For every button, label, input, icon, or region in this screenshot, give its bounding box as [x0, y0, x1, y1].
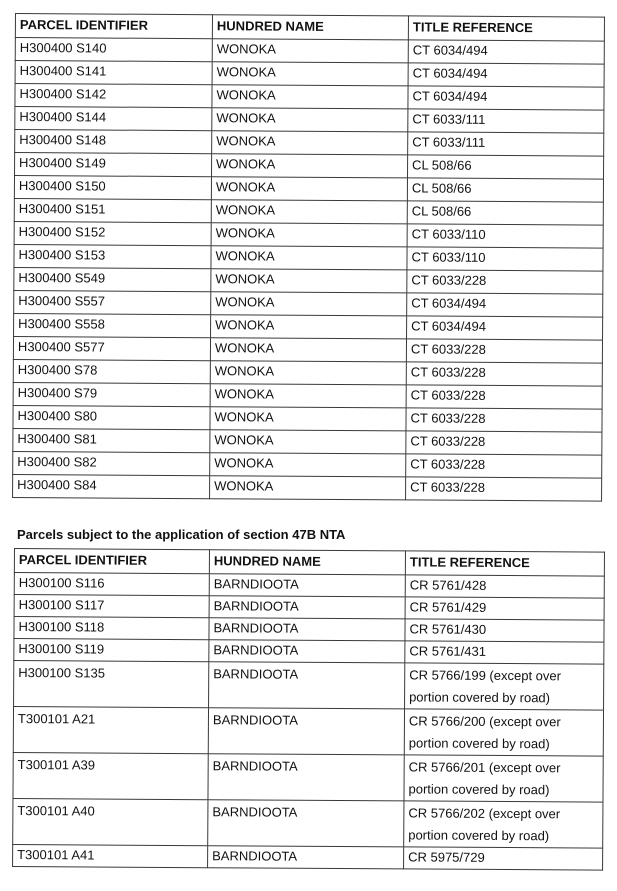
cell-parcel-identifier: H300400 S141 [15, 61, 212, 85]
cell-parcel-identifier: H300400 S78 [13, 359, 210, 383]
section-heading: Parcels subject to the application of section 47B NTA [17, 527, 346, 542]
table-row [14, 661, 604, 711]
cell-hundred-name: WONOKA [210, 453, 406, 477]
cell-hundred-name: WONOKA [211, 246, 407, 270]
cell-title-reference: CR 5766/199 (except over portion covered by road) [405, 663, 604, 710]
parcels-table-body [13, 38, 605, 502]
cell-hundred-name: BARNDIOOTA [209, 662, 405, 709]
column-header-parcel-identifier: PARCEL IDENTIFIER [14, 549, 209, 574]
cell-title-reference: CT 6034/494 [407, 316, 603, 340]
cell-title-reference: CR 5766/202 (except over portion covered by road) [404, 801, 603, 848]
parcels-table [12, 13, 605, 502]
cell-title-reference: CT 6033/110 [407, 247, 603, 271]
cell-hundred-name: WONOKA [210, 430, 406, 454]
table-row [13, 474, 602, 501]
cell-hundred-name: BARNDIOOTA [209, 618, 405, 641]
cell-parcel-identifier: H300100 S135 [14, 661, 209, 708]
column-header-parcel-identifier: PARCEL IDENTIFIER [15, 14, 212, 39]
cell-title-reference: CT 6034/494 [407, 293, 603, 317]
cell-parcel-identifier: H300400 S150 [14, 176, 211, 200]
cell-parcel-identifier: T300101 A21 [13, 707, 208, 754]
cell-title-reference: CR 5761/430 [405, 619, 604, 642]
cell-hundred-name: WONOKA [212, 85, 408, 109]
cell-title-reference: CL 508/66 [407, 201, 603, 225]
cell-parcel-identifier: T300101 A41 [13, 844, 208, 867]
cell-title-reference: CR 5766/201 (except over portion covered by road) [404, 755, 603, 802]
cell-parcel-identifier: H300400 S140 [15, 38, 212, 62]
cell-parcel-identifier: H300400 S577 [13, 336, 210, 360]
cell-parcel-identifier: H300400 S549 [14, 267, 211, 291]
cell-hundred-name: WONOKA [212, 39, 408, 63]
cell-parcel-identifier: H300100 S118 [14, 617, 209, 640]
section-47b-parcels-table [12, 548, 605, 871]
cell-title-reference: CR 5975/729 [404, 847, 603, 870]
cell-hundred-name: WONOKA [210, 476, 406, 500]
cell-parcel-identifier: H300100 S116 [14, 573, 209, 596]
cell-title-reference: CT 6033/111 [408, 109, 604, 133]
column-header-hundred-name: HUNDRED NAME [212, 15, 408, 40]
cell-hundred-name: WONOKA [211, 269, 407, 293]
column-header-hundred-name: HUNDRED NAME [209, 550, 405, 575]
table-row [13, 752, 603, 802]
cell-parcel-identifier: H300100 S117 [14, 595, 209, 618]
cell-title-reference: CT 6033/111 [408, 132, 604, 156]
cell-title-reference: CT 6033/228 [406, 385, 602, 409]
cell-parcel-identifier: T300101 A39 [13, 752, 208, 799]
cell-parcel-identifier: H300400 S81 [13, 428, 210, 452]
cell-title-reference: CT 6034/494 [408, 40, 604, 64]
cell-hundred-name: BARNDIOOTA [208, 754, 404, 801]
cell-title-reference: CT 6033/228 [406, 431, 602, 455]
cell-hundred-name: WONOKA [212, 62, 408, 86]
cell-title-reference: CR 5761/431 [405, 641, 604, 664]
cell-title-reference: CR 5761/428 [405, 575, 604, 598]
column-header-title-reference: TITLE REFERENCE [408, 16, 604, 41]
cell-parcel-identifier: H300400 S557 [14, 290, 211, 314]
cell-title-reference: CT 6033/228 [406, 477, 602, 501]
cell-title-reference: CR 5766/200 (except over portion covered by road) [404, 709, 603, 756]
cell-hundred-name: BARNDIOOTA [209, 596, 405, 619]
cell-hundred-name: WONOKA [211, 223, 407, 247]
cell-parcel-identifier: H300400 S79 [13, 382, 210, 406]
cell-title-reference: CT 6033/228 [406, 339, 602, 363]
cell-hundred-name: WONOKA [211, 315, 407, 339]
cell-title-reference: CT 6034/494 [408, 63, 604, 87]
section-47b-parcels-table-body [13, 573, 605, 871]
cell-parcel-identifier: T300101 A40 [13, 798, 208, 845]
cell-title-reference: CT 6033/228 [406, 408, 602, 432]
cell-hundred-name: WONOKA [212, 108, 408, 132]
cell-parcel-identifier: H300400 S142 [15, 84, 212, 108]
cell-hundred-name: BARNDIOOTA [208, 800, 404, 847]
cell-parcel-identifier: H300400 S153 [14, 244, 211, 268]
cell-parcel-identifier: H300400 S82 [13, 451, 210, 475]
cell-title-reference: CT 6033/228 [407, 270, 603, 294]
cell-hundred-name: WONOKA [210, 338, 406, 362]
table-row [13, 844, 603, 870]
table-header-row [14, 549, 604, 577]
table-row [13, 707, 603, 757]
cell-parcel-identifier: H300400 S144 [15, 107, 212, 131]
cell-parcel-identifier: H300400 S84 [13, 474, 210, 498]
cell-title-reference: CT 6033/228 [406, 454, 602, 478]
cell-title-reference: CT 6033/110 [407, 224, 603, 248]
cell-parcel-identifier: H300100 S119 [14, 639, 209, 662]
cell-title-reference: CL 508/66 [407, 178, 603, 202]
table-header-row [15, 14, 604, 42]
cell-parcel-identifier: H300400 S148 [15, 130, 212, 154]
cell-hundred-name: WONOKA [212, 154, 408, 178]
cell-parcel-identifier: H300400 S558 [14, 313, 211, 337]
cell-parcel-identifier: H300400 S152 [14, 221, 211, 245]
cell-title-reference: CR 5761/429 [405, 597, 604, 620]
cell-hundred-name: BARNDIOOTA [209, 640, 405, 663]
cell-title-reference: CT 6033/228 [406, 362, 602, 386]
cell-hundred-name: BARNDIOOTA [208, 846, 404, 869]
column-header-title-reference: TITLE REFERENCE [405, 551, 604, 576]
cell-parcel-identifier: H300400 S80 [13, 405, 210, 429]
cell-hundred-name: WONOKA [210, 384, 406, 408]
cell-parcel-identifier: H300400 S151 [14, 198, 211, 222]
cell-hundred-name: WONOKA [210, 361, 406, 385]
cell-hundred-name: WONOKA [211, 292, 407, 316]
cell-hundred-name: BARNDIOOTA [209, 574, 405, 597]
cell-hundred-name: BARNDIOOTA [208, 708, 404, 755]
cell-title-reference: CL 508/66 [408, 155, 604, 179]
cell-hundred-name: WONOKA [211, 177, 407, 201]
cell-hundred-name: WONOKA [212, 131, 408, 155]
cell-hundred-name: WONOKA [211, 200, 407, 224]
cell-parcel-identifier: H300400 S149 [15, 153, 212, 177]
table-row [13, 798, 603, 848]
cell-hundred-name: WONOKA [210, 407, 406, 431]
cell-title-reference: CT 6034/494 [408, 86, 604, 110]
